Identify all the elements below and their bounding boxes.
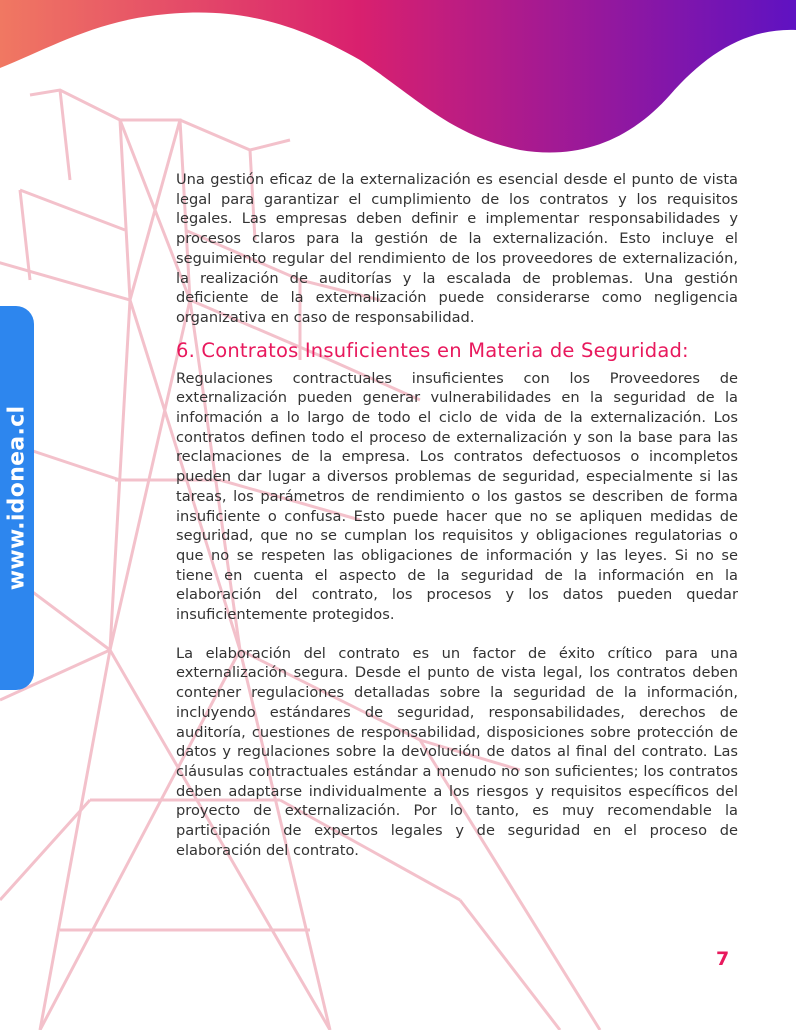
main-content: [176, 170, 738, 861]
page-number: 7: [716, 948, 730, 970]
body-paragraph-2: La elaboración del contrato es un factor de éxito crítico para una externalización segura. Desde el punto de vista legal, los contratos deben contener regulaciones detalladas sobre la seguridad de la información, incluyendo estándares de seguridad, responsabilidades, derechos de auditoría, cuestiones de responsabilidad, disposiciones sobre protección de datos y regulaciones sobre la devolución de datos al final del contrato. Las cláusulas contractuales estándar a menudo no son suficientes; los contratos deben adaptarse individualmente a los riesgos y requisitos específicos del proyecto de externalización. Por lo tanto, es muy recomendable la participación de expertos legales y de seguridad en el proceso de elaboración del contrato.: [176, 644, 738, 859]
website-side-tab[interactable]: [0, 306, 34, 690]
body-paragraph-1: Regulaciones contractuales insuficientes con los Proveedores de externalización pueden generar vulnerabilidades en la seguridad de la información a lo largo de todo el ciclo de vida de la externalización. Los contratos definen todo el proceso de externalización y son la base para las reclamaciones de la empresa. Los contratos defectuosos o incompletos pueden dar lugar a diversos problemas de seguridad, especialmente si las tareas, los parámetros de rendimiento o los gastos se describen de forma insuficiente o confusa. Esto puede hacer que no se apliquen medidas de seguridad, que no se cumplan los requisitos y obligaciones regulatorias o que no se respeten las obligaciones de información y las leyes. Si no se tiene en cuenta el aspecto de la seguridad de la información en la elaboración del contrato, los procesos y los datos pueden quedar insuficientemente protegidos.: [176, 369, 738, 624]
website-url[interactable]: www.idonea.cl: [4, 405, 30, 591]
intro-paragraph: Una gestión eficaz de la externalización es esencial desde el punto de vista legal para garantizar el cumplimiento de los contratos y los requisitos legales. Las empresas deben definir e implementar responsabilidades y procesos claros para la gestión de la externalización. Esto incluye el seguimiento regular del rendimiento de los proveedores de externalización, la realización de auditorías y la escalada de problemas. Una gestión deficiente de la externalización puede considerarse como negligencia organizativa en caso de responsabilidad.: [176, 171, 738, 326]
section-heading: 6. Contratos Insuficientes en Materia de Seguridad:: [176, 338, 689, 362]
